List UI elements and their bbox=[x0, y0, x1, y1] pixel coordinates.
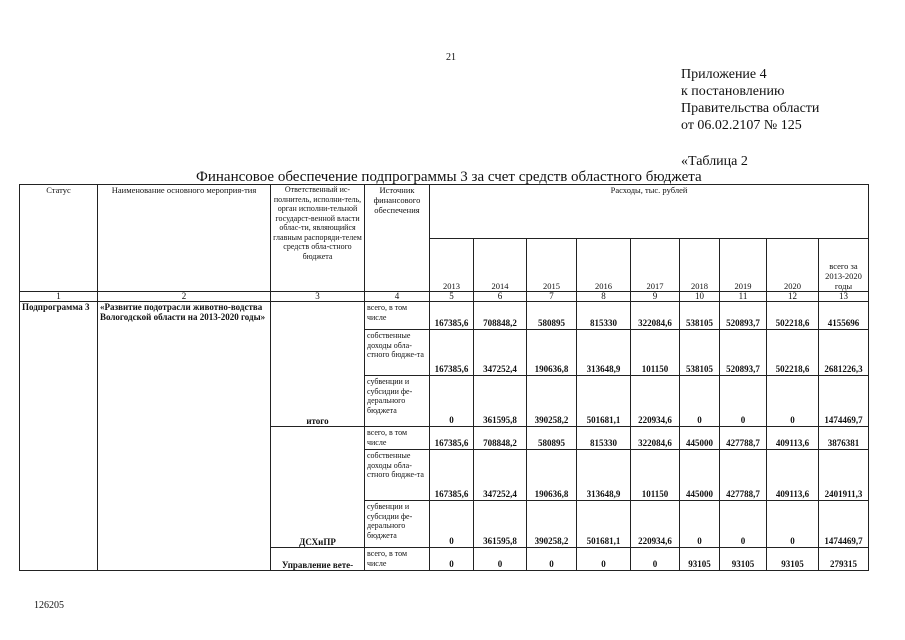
value-cell: 101150 bbox=[631, 450, 680, 501]
value-cell: 538105 bbox=[680, 302, 720, 330]
value-cell: 815330 bbox=[577, 427, 631, 450]
value-cell: 190636,8 bbox=[527, 450, 577, 501]
col-number: 9 bbox=[631, 292, 680, 302]
finance-table bbox=[19, 184, 869, 571]
value-cell: 347252,4 bbox=[474, 330, 527, 376]
value-cell: 2401911,3 bbox=[819, 450, 869, 501]
header-expenses: Расходы, тыс. рублей bbox=[430, 185, 869, 239]
value-cell: 4155696 bbox=[819, 302, 869, 330]
responsible-cell: ДСХиПР bbox=[271, 427, 365, 548]
col-number: 2 bbox=[98, 292, 271, 302]
col-number: 4 bbox=[365, 292, 430, 302]
value-cell: 0 bbox=[680, 501, 720, 548]
value-cell: 520893,7 bbox=[720, 302, 767, 330]
value-cell: 0 bbox=[767, 501, 819, 548]
value-cell: 167385,6 bbox=[430, 302, 474, 330]
value-cell: 0 bbox=[680, 376, 720, 427]
source-cell: субвенции и субсидии фе-дерального бюджета bbox=[365, 376, 430, 427]
value-cell: 427788,7 bbox=[720, 427, 767, 450]
value-cell: 580895 bbox=[527, 427, 577, 450]
value-cell: 347252,4 bbox=[474, 450, 527, 501]
col-number: 12 bbox=[767, 292, 819, 302]
header-year-2014: 2014 bbox=[474, 239, 527, 292]
header-total: всего за 2013-2020 годы bbox=[819, 239, 869, 292]
source-cell: собственные доходы обла-стного бюдже-та bbox=[365, 330, 430, 376]
source-cell: всего, в том числе bbox=[365, 427, 430, 450]
document-title: Финансовое обеспечение подпрограммы 3 за счет средств областного бюджета bbox=[196, 169, 702, 185]
value-cell: 0 bbox=[430, 548, 474, 571]
value-cell: 0 bbox=[430, 376, 474, 427]
value-cell: 101150 bbox=[631, 330, 680, 376]
header-year-2013: 2013 bbox=[430, 239, 474, 292]
value-cell: 220934,6 bbox=[631, 501, 680, 548]
value-cell: 167385,6 bbox=[430, 450, 474, 501]
header-name: Наименование основного мероприя-тия bbox=[98, 185, 271, 292]
value-cell: 313648,9 bbox=[577, 450, 631, 501]
value-cell: 501681,1 bbox=[577, 376, 631, 427]
table-label: «Таблица 2 bbox=[681, 154, 748, 169]
status-cell: Подпрограмма 3 bbox=[20, 302, 98, 571]
value-cell: 520893,7 bbox=[720, 330, 767, 376]
value-cell: 580895 bbox=[527, 302, 577, 330]
header-year-2016: 2016 bbox=[577, 239, 631, 292]
value-cell: 502218,6 bbox=[767, 302, 819, 330]
header-year-2018: 2018 bbox=[680, 239, 720, 292]
appendix-line-3: Правительства области bbox=[681, 101, 820, 116]
header-source: Источник финансового обеспечения bbox=[365, 185, 430, 292]
col-number: 7 bbox=[527, 292, 577, 302]
header-year-2019: 2019 bbox=[720, 239, 767, 292]
appendix-line-2: к постановлению bbox=[681, 84, 785, 99]
value-cell: 220934,6 bbox=[631, 376, 680, 427]
appendix-block bbox=[681, 66, 819, 134]
value-cell: 708848,2 bbox=[474, 302, 527, 330]
value-cell: 1474469,7 bbox=[819, 501, 869, 548]
table-row bbox=[20, 302, 869, 330]
value-cell: 279315 bbox=[819, 548, 869, 571]
col-number: 3 bbox=[271, 292, 365, 302]
value-cell: 538105 bbox=[680, 330, 720, 376]
col-number: 13 bbox=[819, 292, 869, 302]
value-cell: 390258,2 bbox=[527, 376, 577, 427]
header-year-2017: 2017 bbox=[631, 239, 680, 292]
value-cell: 390258,2 bbox=[527, 501, 577, 548]
col-number: 10 bbox=[680, 292, 720, 302]
value-cell: 0 bbox=[720, 376, 767, 427]
value-cell: 502218,6 bbox=[767, 330, 819, 376]
appendix-line-1: Приложение 4 bbox=[681, 67, 767, 82]
page-number: 21 bbox=[446, 52, 456, 63]
value-cell: 313648,9 bbox=[577, 330, 631, 376]
header-responsible: Ответственный ис-полнитель, исполни-тель, орган исполни-тельной государст-венной власти облас-ти, являющийся главным распоряди-телем средств обла-стного бюджета bbox=[271, 185, 365, 292]
name-cell: «Развитие подотрасли животно-водства Вологодской области на 2013-2020 годы» bbox=[98, 302, 271, 571]
value-cell: 0 bbox=[631, 548, 680, 571]
value-cell: 0 bbox=[474, 548, 527, 571]
footer-code: 126205 bbox=[34, 600, 64, 611]
source-cell: всего, в том числе bbox=[365, 302, 430, 330]
value-cell: 93105 bbox=[680, 548, 720, 571]
value-cell: 815330 bbox=[577, 302, 631, 330]
value-cell: 361595,8 bbox=[474, 376, 527, 427]
col-number: 6 bbox=[474, 292, 527, 302]
value-cell: 3876381 bbox=[819, 427, 869, 450]
col-number: 1 bbox=[20, 292, 98, 302]
value-cell: 0 bbox=[720, 501, 767, 548]
header-year-2020: 2020 bbox=[767, 239, 819, 292]
value-cell: 322084,6 bbox=[631, 302, 680, 330]
value-cell: 501681,1 bbox=[577, 501, 631, 548]
value-cell: 361595,8 bbox=[474, 501, 527, 548]
appendix-line-4: от 06.02.2107 № 125 bbox=[681, 118, 802, 133]
value-cell: 93105 bbox=[767, 548, 819, 571]
value-cell: 322084,6 bbox=[631, 427, 680, 450]
value-cell: 427788,7 bbox=[720, 450, 767, 501]
col-number: 11 bbox=[720, 292, 767, 302]
source-cell: субвенции и субсидии фе-дерального бюджета bbox=[365, 501, 430, 548]
responsible-cell: итого bbox=[271, 302, 365, 427]
value-cell: 0 bbox=[430, 501, 474, 548]
header-year-2015: 2015 bbox=[527, 239, 577, 292]
value-cell: 0 bbox=[527, 548, 577, 571]
value-cell: 445000 bbox=[680, 450, 720, 501]
value-cell: 1474469,7 bbox=[819, 376, 869, 427]
source-cell: собственные доходы обла-стного бюдже-та bbox=[365, 450, 430, 501]
value-cell: 445000 bbox=[680, 427, 720, 450]
responsible-cell: Управление вете- bbox=[271, 548, 365, 571]
value-cell: 167385,6 bbox=[430, 427, 474, 450]
value-cell: 190636,8 bbox=[527, 330, 577, 376]
value-cell: 2681226,3 bbox=[819, 330, 869, 376]
value-cell: 167385,6 bbox=[430, 330, 474, 376]
value-cell: 93105 bbox=[720, 548, 767, 571]
header-status: Статус bbox=[20, 185, 98, 292]
col-number: 5 bbox=[430, 292, 474, 302]
value-cell: 708848,2 bbox=[474, 427, 527, 450]
col-number: 8 bbox=[577, 292, 631, 302]
value-cell: 409113,6 bbox=[767, 427, 819, 450]
value-cell: 409113,6 bbox=[767, 450, 819, 501]
value-cell: 0 bbox=[577, 548, 631, 571]
source-cell: всего, в том числе bbox=[365, 548, 430, 571]
value-cell: 0 bbox=[767, 376, 819, 427]
